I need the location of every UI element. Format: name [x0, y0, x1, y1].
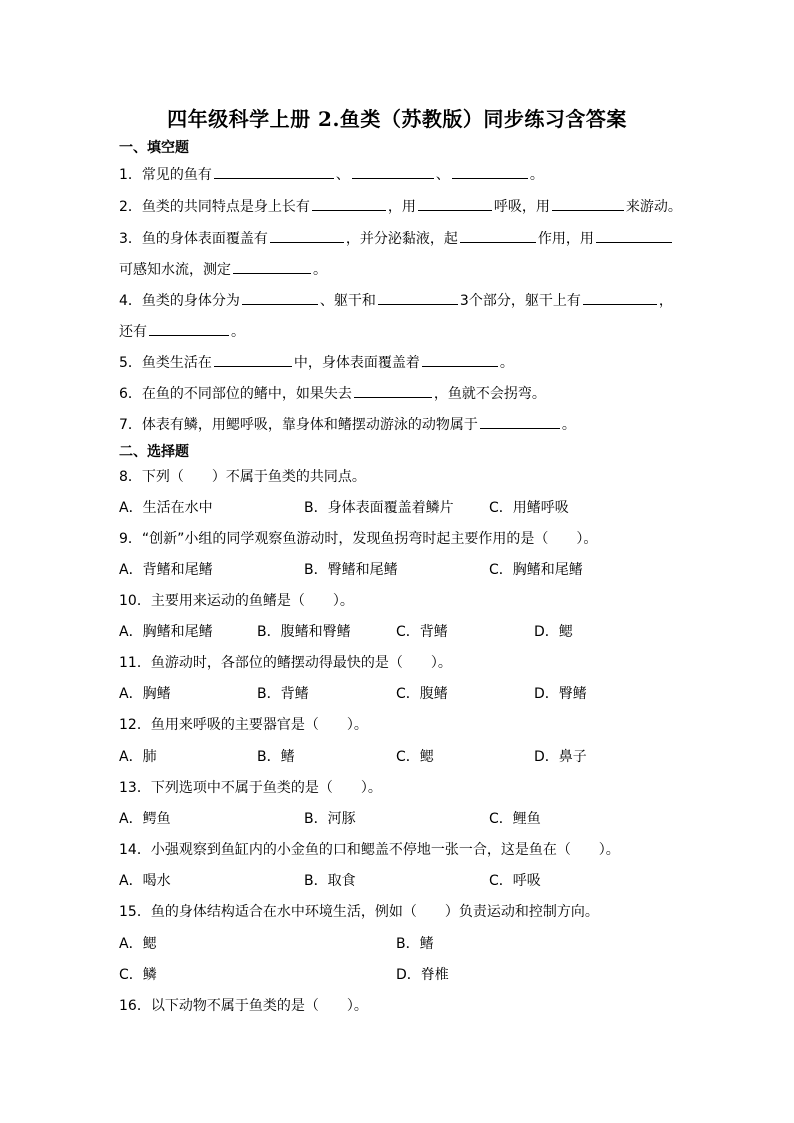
- question-11: 11．鱼游动时，各部位的鳍摆动得最快的是（ ）。: [119, 655, 452, 671]
- q3-text: 3．鱼的身体表面覆盖有: [119, 231, 268, 247]
- q10-option-d[interactable]: D．鳃: [534, 624, 573, 640]
- q1-end: 。: [529, 167, 544, 183]
- question-15: 15．鱼的身体结构适合在水中环境生活，例如（ ）负责运动和控制方向。: [119, 904, 599, 920]
- q8-option-b[interactable]: B．身体表面覆盖着鳞片: [304, 500, 454, 516]
- section-fill-in: 一、填空题: [119, 140, 189, 156]
- q13-option-c[interactable]: C．鲤鱼: [489, 811, 541, 827]
- q14-option-b[interactable]: B．取食: [304, 873, 356, 889]
- q15-option-a[interactable]: A．鳃: [119, 936, 157, 952]
- q6-text: 6．在鱼的不同部位的鳍中，如果失去: [119, 386, 352, 402]
- answer-blank[interactable]: [352, 165, 434, 179]
- answer-blank[interactable]: [480, 415, 560, 429]
- answer-blank[interactable]: [583, 291, 657, 305]
- q10-option-c[interactable]: C．背鳍: [396, 624, 448, 640]
- q5-end: 。: [499, 355, 514, 371]
- question-7: [119, 415, 576, 434]
- question-13: 13．下列选项中不属于鱼类的是（ ）。: [119, 780, 382, 796]
- q9-option-c[interactable]: C．胸鳍和尾鳍: [489, 562, 583, 578]
- q4-text: 、躯干和: [319, 293, 376, 309]
- question-6: [119, 384, 546, 403]
- q4-text: 还有: [119, 324, 147, 340]
- q5-text: 中，身体表面覆盖着: [293, 355, 420, 371]
- answer-blank[interactable]: [149, 322, 229, 336]
- answer-blank[interactable]: [214, 165, 334, 179]
- q8-option-c[interactable]: C．用鳍呼吸: [489, 500, 569, 516]
- question-4-cont: [119, 322, 245, 341]
- question-4: [119, 291, 673, 310]
- q15-option-c[interactable]: C．鳞: [119, 967, 157, 983]
- q1-sep: 、: [335, 167, 350, 183]
- q4-end: 。: [231, 324, 245, 340]
- q1-text: 1．常见的鱼有: [119, 167, 212, 183]
- answer-blank[interactable]: [312, 197, 386, 211]
- q13-option-b[interactable]: B．河豚: [304, 811, 356, 827]
- answer-blank[interactable]: [460, 229, 536, 243]
- q14-option-c[interactable]: C．呼吸: [489, 873, 541, 889]
- question-9: 9．“创新”小组的同学观察鱼游动时，发现鱼拐弯时起主要作用的是（ ）。: [119, 531, 598, 547]
- q4-text: 3个部分，躯干上有: [459, 293, 581, 309]
- question-5: [119, 353, 514, 372]
- answer-blank[interactable]: [596, 229, 672, 243]
- q2-text: 呼吸，用: [493, 199, 550, 215]
- answer-blank[interactable]: [214, 353, 292, 367]
- question-3: [119, 229, 674, 248]
- section-choice: 二、选择题: [119, 444, 189, 460]
- question-10: 10．主要用来运动的鱼鳍是（ ）。: [119, 593, 354, 609]
- q3-text: 作用，用: [537, 231, 594, 247]
- q4-text: 4．鱼类的身体分为: [119, 293, 240, 309]
- q2-text: 来游动。: [625, 199, 682, 215]
- q12-option-d[interactable]: D．鼻子: [534, 749, 587, 765]
- q14-option-a[interactable]: A．喝水: [119, 873, 171, 889]
- q11-option-c[interactable]: C．腹鳍: [396, 686, 448, 702]
- question-1: [119, 165, 544, 184]
- q3-text: ，并分泌黏液，起: [345, 231, 458, 247]
- question-3-cont: [119, 260, 327, 279]
- q8-option-a[interactable]: A．生活在水中: [119, 500, 213, 516]
- question-12: 12．鱼用来呼吸的主要器官是（ ）。: [119, 717, 368, 733]
- q13-option-a[interactable]: A．鳄鱼: [119, 811, 171, 827]
- q1-sep: 、: [435, 167, 450, 183]
- question-2: [119, 197, 682, 216]
- q11-option-d[interactable]: D．臀鳍: [534, 686, 587, 702]
- answer-blank[interactable]: [418, 197, 492, 211]
- answer-blank[interactable]: [354, 384, 432, 398]
- q4-text: ，: [658, 293, 673, 309]
- q5-text: 5．鱼类生活在: [119, 355, 212, 371]
- question-16: 16．以下动物不属于鱼类的是（ ）。: [119, 998, 368, 1014]
- answer-blank[interactable]: [452, 165, 528, 179]
- answer-blank[interactable]: [552, 197, 624, 211]
- q11-option-a[interactable]: A．胸鳍: [119, 686, 171, 702]
- q6-text: ，鱼就不会拐弯。: [433, 386, 546, 402]
- q7-text: 7．体表有鳞，用鳃呼吸，靠身体和鳍摆动游泳的动物属于: [119, 417, 478, 433]
- answer-blank[interactable]: [270, 229, 344, 243]
- q15-option-b[interactable]: B．鳍: [396, 936, 434, 952]
- question-8: 8．下列（ ）不属于鱼类的共同点。: [119, 469, 366, 485]
- answer-blank[interactable]: [378, 291, 458, 305]
- q2-text: 2．鱼类的共同特点是身上长有: [119, 199, 310, 215]
- q12-option-c[interactable]: C．鳃: [396, 749, 434, 765]
- q15-option-d[interactable]: D．脊椎: [396, 967, 449, 983]
- answer-blank[interactable]: [422, 353, 498, 367]
- q10-option-b[interactable]: B．腹鳍和臀鳍: [257, 624, 351, 640]
- q12-option-a[interactable]: A．肺: [119, 749, 157, 765]
- q10-option-a[interactable]: A．胸鳍和尾鳍: [119, 624, 213, 640]
- question-14: 14．小强观察到鱼缸内的小金鱼的口和鳃盖不停地一张一合，这是鱼在（ ）。: [119, 842, 620, 858]
- q2-text: ，用: [387, 199, 416, 215]
- answer-blank[interactable]: [233, 260, 311, 274]
- q11-option-b[interactable]: B．背鳍: [257, 686, 309, 702]
- q3-end: 。: [313, 262, 327, 278]
- q3-text: 可感知水流，测定: [119, 262, 231, 278]
- q12-option-b[interactable]: B．鳍: [257, 749, 295, 765]
- page-title: 四年级科学上册 2.鱼类（苏教版）同步练习含答案: [167, 107, 627, 131]
- q9-option-a[interactable]: A．背鳍和尾鳍: [119, 562, 213, 578]
- q9-option-b[interactable]: B．臀鳍和尾鳍: [304, 562, 398, 578]
- q7-end: 。: [561, 417, 576, 433]
- answer-blank[interactable]: [242, 291, 318, 305]
